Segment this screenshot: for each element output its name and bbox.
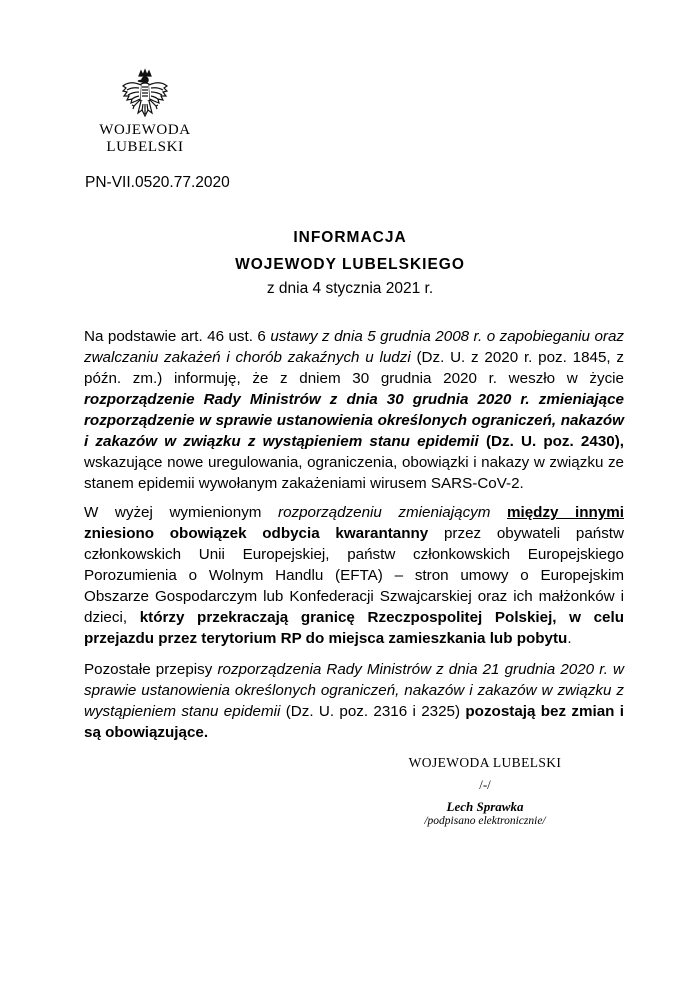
text-span: (Dz. U. poz. 2316 i 2325) (280, 703, 466, 720)
document-date: z dnia 4 stycznia 2021 r. (266, 280, 434, 297)
signature-note: /podpisano elektronicznie/ (424, 815, 546, 827)
paragraph-3 (84, 659, 624, 743)
bold-text: którzy przekraczają granicę Rzeczpospolitej Polskiej, w celu przejazdu przez terytorium RP do miejsca zamieszkania lub pobytu (84, 609, 624, 647)
text-span: W wyżej wymienionym (84, 504, 279, 521)
document-title: INFORMACJA (293, 229, 407, 246)
document-body (84, 326, 624, 753)
office-heading: WOJEWODA LUBELSKI (99, 122, 191, 155)
text-span: . (567, 630, 572, 647)
italic-text: ustawy z dnia 5 grudnia 2008 r. o zapobieganiu oraz zwalczaniu zakażeń i chorób zakaźnych u ludzi (84, 328, 624, 366)
text-span (490, 504, 507, 521)
bold-text: pozostają bez zmian i są obowiązujące. (84, 703, 624, 741)
reference-number: PN-VII.0520.77.2020 (85, 174, 230, 191)
bold-text: zniesiono obowiązek odbycia kwarantanny (84, 525, 429, 542)
text-span: Pozostałe przepisy (84, 661, 218, 678)
signature-mark: /-/ (479, 777, 491, 792)
signature-name: Lech Sprawka (446, 799, 524, 814)
italic-text: rozporządzeniu zmieniającym (278, 504, 491, 521)
bold-underlined-text: między innymi (507, 504, 624, 521)
text-span: wskazujące nowe uregulowania, ograniczenia, obowiązki i nakazy w związku ze stanem epidemii wywołanym zakażeniami wirusem SARS-CoV-2. (84, 454, 624, 492)
document-subtitle: WOJEWODY LUBELSKIEGO (235, 256, 465, 273)
text-span: (Dz. U. z 2020 r. poz. 1845, z późn. zm.) informuję, że z dniem 30 grudnia 2020 r. weszło w życie (84, 349, 624, 387)
eagle-emblem-icon (120, 68, 170, 124)
text-span: przez obywateli państw członkowskich Unii Europejskiej, państw członkowskich Europejskiego Porozumienia o Wolnym Handlu (EFTA) – stron umowy o Europejskim Obszarze Gospodarczym lub Konfederacji Szwajcarskiej oraz ich małżonków i dzieci, (84, 525, 624, 626)
italic-text: rozporządzenia Rady Ministrów z dnia 21 grudnia 2020 r. w sprawie ustanowienia określonych ograniczeń, nakazów i zakazów w związku z wystąpieniem stanu epidemii (84, 661, 624, 720)
bold-text: (Dz. U. poz. 2430), (478, 433, 625, 450)
signature-office: WOJEWODA LUBELSKI (408, 755, 562, 770)
paragraph-1 (84, 326, 624, 494)
bold-italic-text: rozporządzenie Rady Ministrów z dnia 30 grudnia 2020 r. zmieniające rozporządzenie w sprawie ustanowienia określonych ograniczeń, nakazów i zakazów w związku z wystąpieniem stanu epidemii (84, 391, 624, 450)
paragraph-2 (84, 502, 624, 649)
text-span: Na podstawie art. 46 ust. 6 (84, 328, 271, 345)
